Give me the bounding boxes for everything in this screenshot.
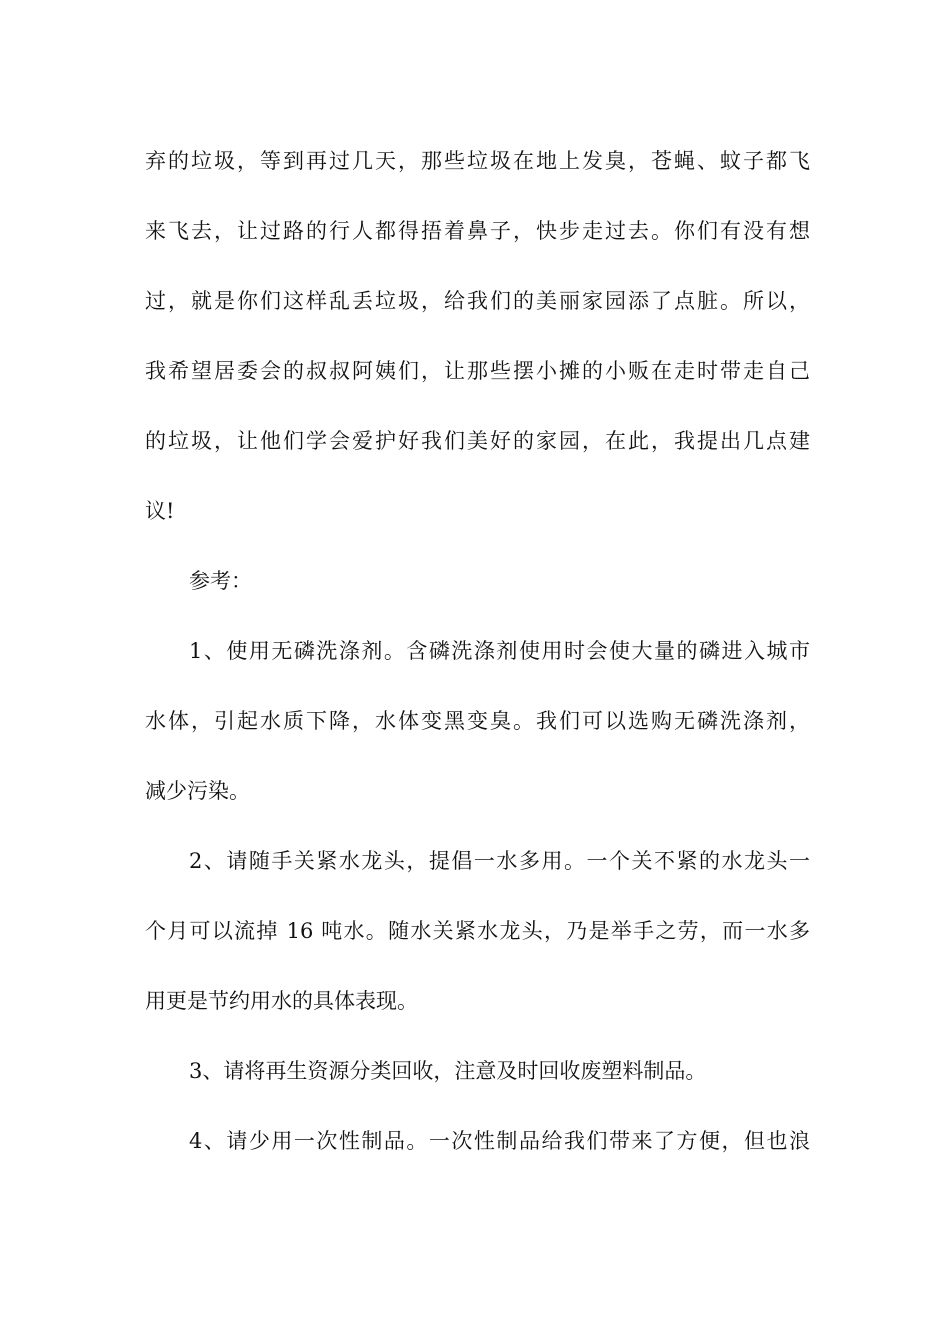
text-line: 来飞去，让过路的行人都得捂着鼻子，快步走过去。你们有没有想 [145, 219, 810, 243]
list-item-3-line: 3、请将再生资源分类回收，注意及时回收废塑料制品。 [189, 1059, 707, 1083]
list-item-1-line: 水体，引起水质下降，水体变黑变臭。我们可以选购无磷洗涤剂， [145, 709, 810, 733]
list-item-1-line: 减少污染。 [145, 779, 250, 803]
section-label: 参考： [189, 569, 252, 593]
list-item-2-line: 用更是节约用水的具体表现。 [145, 989, 418, 1013]
text-line: 我希望居委会的叔叔阿姨们，让那些摆小摊的小贩在走时带走自己 [145, 359, 810, 383]
text-line: 议! [145, 499, 175, 523]
text-line: 弃的垃圾，等到再过几天，那些垃圾在地上发臭，苍蝇、蚊子都飞 [145, 149, 810, 173]
list-item-2-line: 2、请随手关紧水龙头，提倡一水多用。一个关不紧的水龙头一 [189, 849, 810, 873]
list-item-2-line: 个月可以流掉 16 吨水。随水关紧水龙头，乃是举手之劳，而一水多 [145, 919, 810, 943]
text-line: 过，就是你们这样乱丢垃圾，给我们的美丽家园添了点脏。所以， [145, 289, 810, 313]
text-line: 的垃圾，让他们学会爱护好我们美好的家园，在此，我提出几点建 [145, 429, 810, 453]
list-item-4-line: 4、请少用一次性制品。一次性制品给我们带来了方便，但也浪 [189, 1129, 810, 1153]
list-item-1-line: 1、使用无磷洗涤剂。含磷洗涤剂使用时会使大量的磷进入城市 [189, 639, 810, 663]
document-body [145, 126, 810, 1176]
